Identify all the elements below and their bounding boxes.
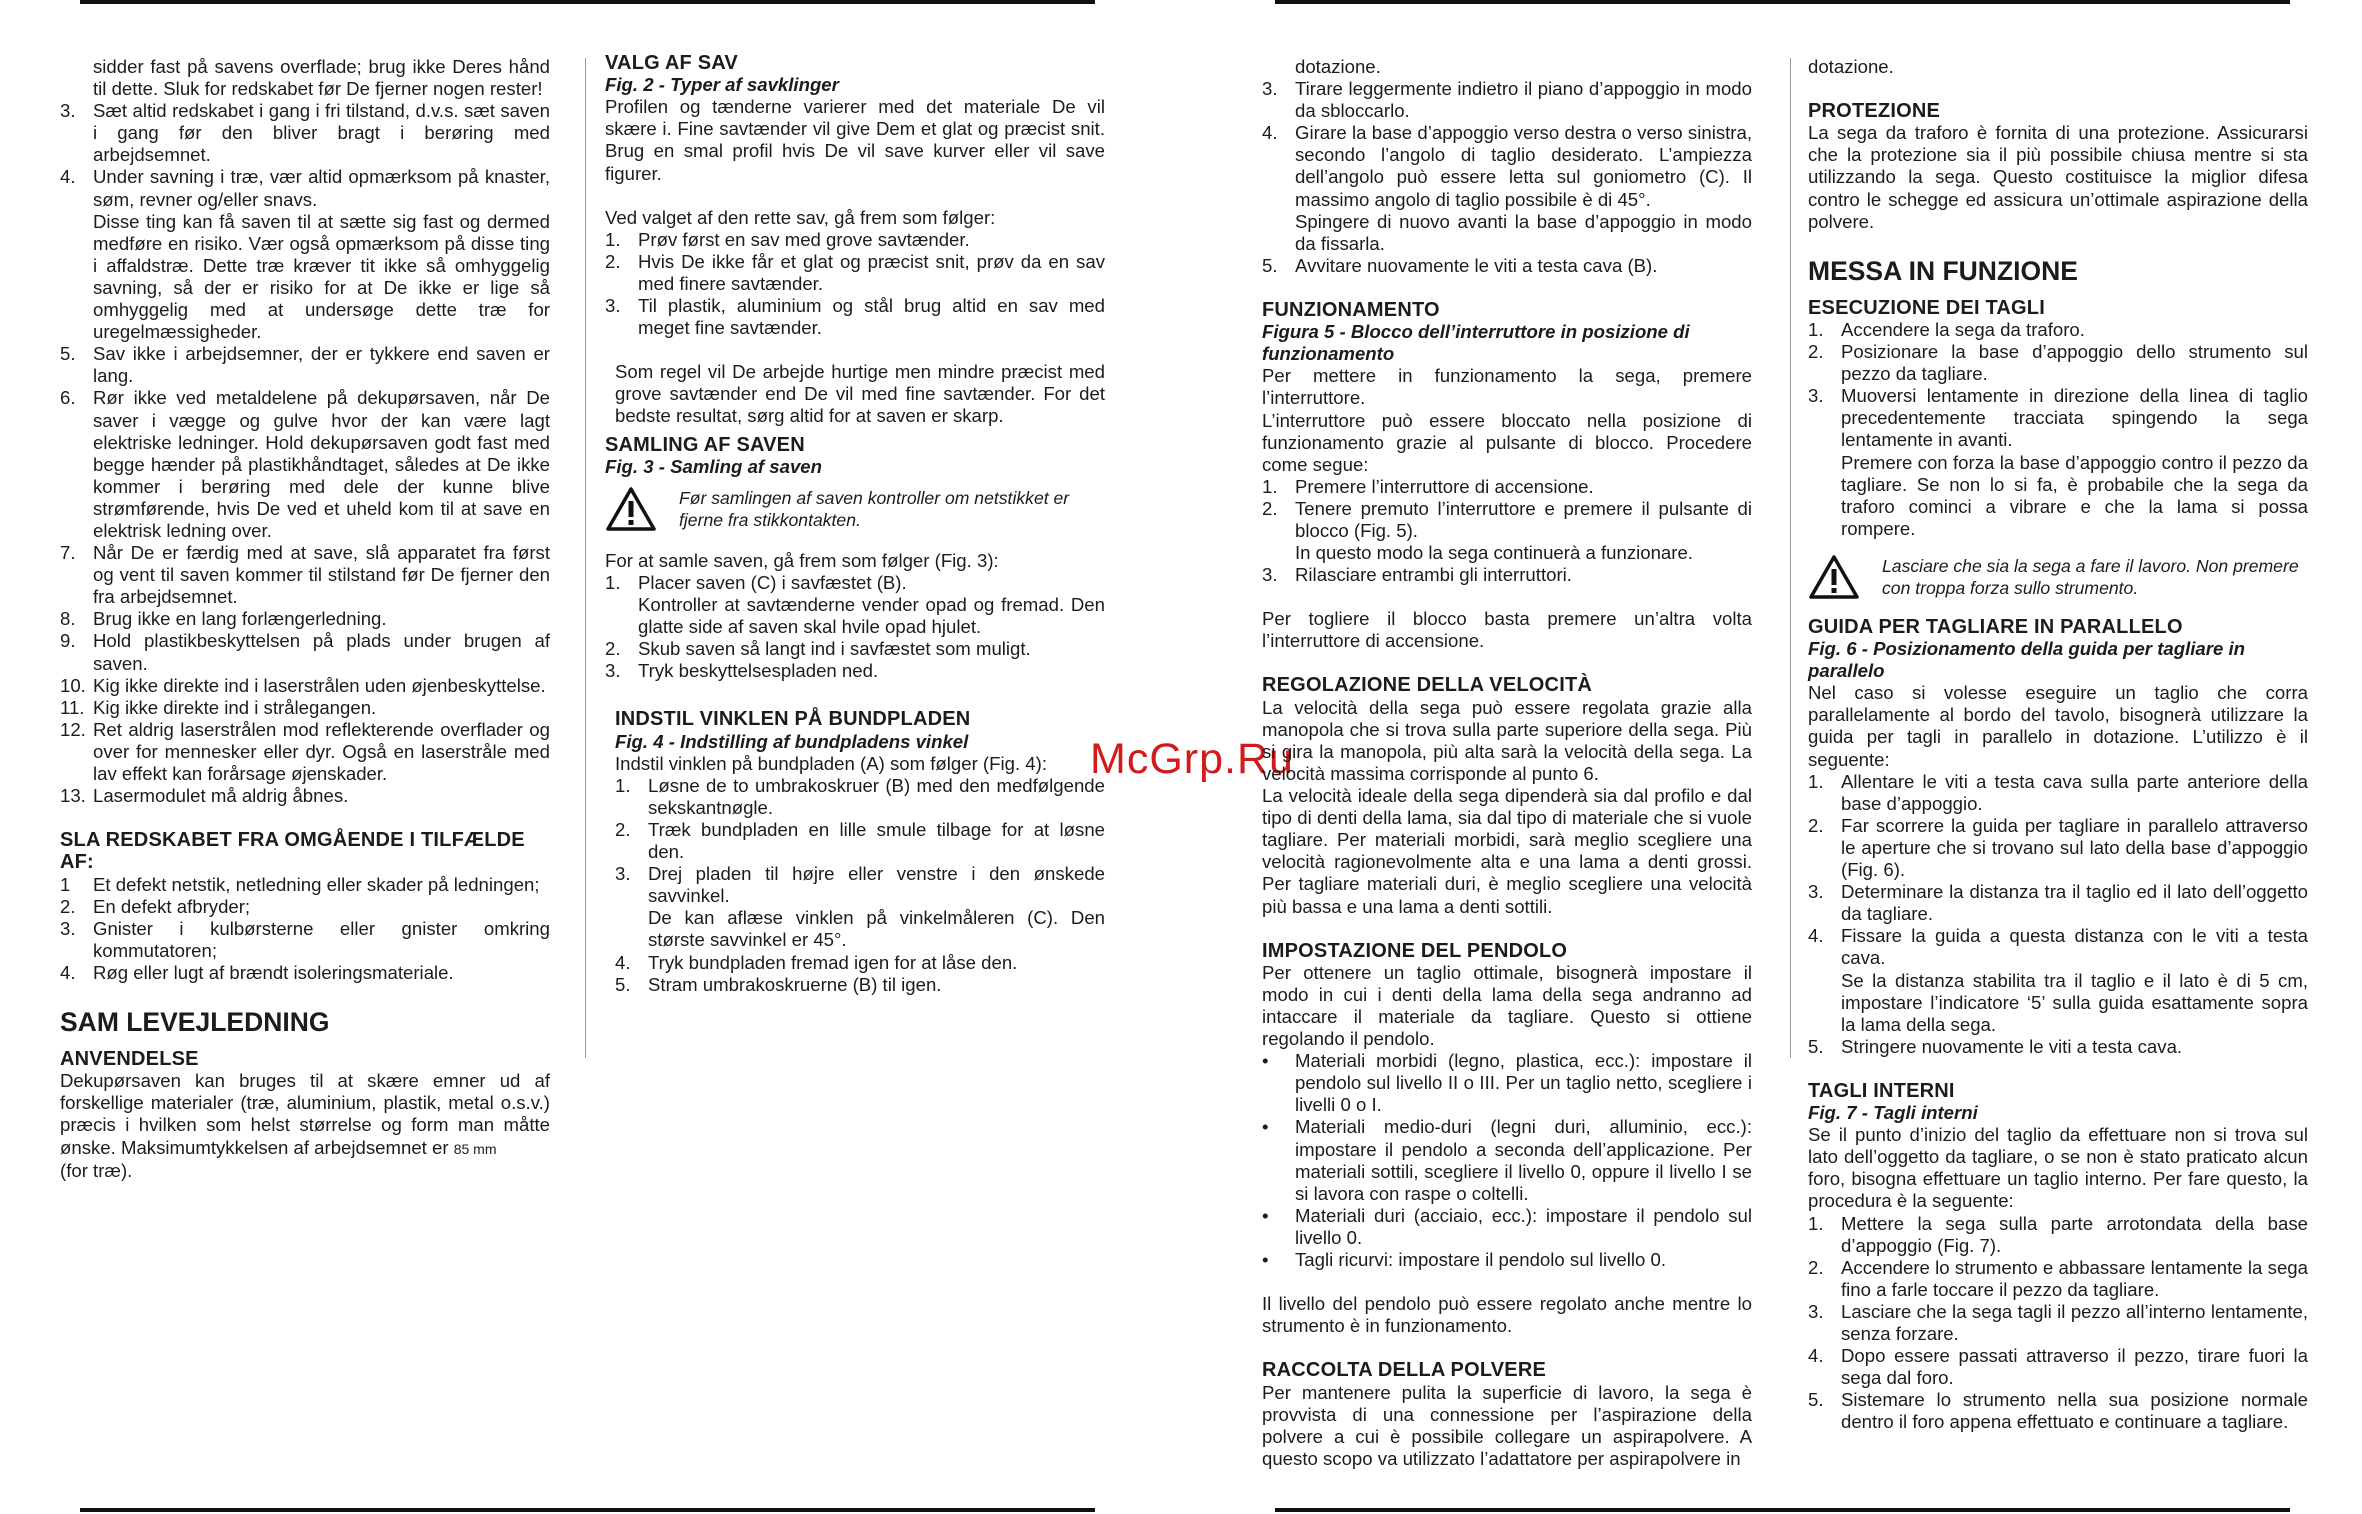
list-number: 5. [1262,254,1278,276]
list-text: Dopo essere passati attraverso il pezzo, tirare fuori la sega dal foro. [1841,1345,2308,1389]
list-item [615,952,1105,974]
list-text: Tenere premuto l’interruttore e premere il pulsante di blocco (Fig. 5). [1295,497,1752,541]
vinkel-intro: Indstil vinklen på bundpladen (A) som følger (Fig. 4): [615,752,1047,774]
list-text: Avvitare nuovamente le viti a testa cava (B). [1295,254,1658,276]
list-text: Sistemare lo strumento nella sua posizione normale dentro il foro appena effettuato e continuare a tagliare. [1841,1389,2308,1433]
anv-text-main: Dekupørsaven kan bruges til at skære emner ud af forskellige materialer (træ, aluminium, plastik, metal o.s.v.) præcis i hvilken som helst størrelse og form man måtte ønske. Maksimumtykkelsen af arbejdsemnet er [60,1070,550,1158]
funz-heading: FUNZIONAMENTO [1262,298,1440,321]
dotazione-c3: dotazione. [1295,56,1381,77]
list-text: Mettere la sega sulla parte arrotondata della base d’appoggio (Fig. 7). [1841,1212,2308,1256]
funz-text2: L’interruttore può essere bloccato nella posizione di funzionamento grazie al pulsante di blocco. Procedere come segue: [1262,409,1752,475]
list-text: En defekt afbryder; [93,895,251,917]
list-number: 2. [60,895,76,917]
list-text: Lasermodulet må aldrig åbnes. [93,785,349,807]
column-1 [60,56,550,1182]
list-number: 3. [60,100,76,122]
valg-heading: VALG AF SAV [605,52,738,74]
anv-text [60,1070,550,1181]
list-number: 2. [1262,497,1278,519]
esec-warning [1808,554,2308,600]
sam-title: SAM LEVEJLEDNING [60,1007,330,1038]
list-subtext: Spingere di nuovo avanti la base d’appoggio in modo da fissarla. [1295,210,1752,254]
valg-text: Profilen og tænderne varierer med det materiale De vil skære i. Fine savtænder vil give Dem et glat og præcist snit. Brug en smal profil hvis De vil save kurver eller vil save figurer. [605,96,1105,184]
list-text: Rør ikke ved metaldelene på dekupørsaven, når De saver i vægge og gulve hvor der kan være lagt elektriske ledninger. Hold dekupørsaven godt fast med begge hænder på plastikhåndtaget, således at De ikke kommer i berøring med dele der kunne blive strømførende, hvis De ved et uheld kom til at save en elektrisk ledning over. [93,387,550,541]
interni-heading: TAGLI INTERNI [1808,1079,1955,1102]
list-number: 2. [605,638,621,660]
list-number: • [1262,1204,1269,1226]
list-item [615,775,1105,819]
list-item [60,697,550,719]
list-text: Materiali morbidi (legno, plastica, ecc.): impostare il pendolo sul livello II o III. Per un taglio netto, scegliere i livelli 0 o I. [1295,1050,1752,1116]
list-subtext: Premere con forza la base d’appoggio contro il pezzo da tagliare. Se non lo si fa, è probabile che la sega da traforo cominci a vibrare e che la lama si possa rompere. [1841,451,2308,539]
list-text: Materiali medio-duri (legni duri, alluminio, ecc.): impostare il pendolo a seconda dell’applicazione. Per materiali sottili, scegliere il livello 0, oppure il livello I se si lavora con raspe o coltelli. [1295,1116,1752,1204]
prot-text: La sega da traforo è fornita di una protezione. Assicurarsi che la protezione sia il più possibile chiusa mentre si sta utilizzando la sega. Questo costituisce la miglior difesa contro le schegge ed assicura un’ottimale aspirazione della polvere. [1808,122,2308,232]
list-item [605,660,1105,682]
list-number: 1. [615,774,631,796]
list-text: Muoversi lentamente in direzione della linea di taglio precedentemente tracciata spingendo la sega lentamente in avanti. [1841,385,2308,451]
list-item [1808,319,2308,341]
vel-text2: La velocità ideale della sega dipenderà sia dal profilo e dal tipo di denti della lama, sia dal tipo di materiale che si vuole tagliare. Per materiali morbidi, sarà meglio scegliere una velocità ragionevolmente alta e una lama a denti grossi. Per tagliare materiali duri, è meglio scegliere una velocità più bassa e una lama a denti sottili. [1262,785,1752,917]
list-text: Tryk bundpladen fremad igen for at låse den. [648,951,1018,973]
list-item [615,974,1105,996]
guida-fig: Fig. 6 - Posizionamento della guida per tagliare in parallelo [1808,638,2246,682]
list-text: Girare la base d’appoggio verso destra o verso sinistra, secondo l’angolo di taglio desiderato. L’ampiezza dell’angolo può essere letta sul goniometro (C). Il massimo angolo di taglio possibile è di 45°. [1295,122,1752,210]
valg-intro: Ved valget af den rette sav, gå frem som følger: [605,206,996,228]
list-text: Accendere la sega da traforo. [1841,318,2085,340]
list-text: Posizionare la base d’appoggio dello strumento sul pezzo da tagliare. [1841,341,2308,385]
list-number: 1. [605,571,621,593]
list-number: 3. [1262,564,1278,586]
list-item [1808,925,2308,1035]
anv-mm: 85 mm [453,1140,497,1157]
samling-warning [605,486,1105,532]
list-item [1262,1116,1752,1204]
list-item [60,343,550,387]
list-item [1808,881,2308,925]
list-text: Gnister i kulbørsterne eller gnister omkring kommutatoren; [93,917,550,961]
list-item [1808,1257,2308,1301]
list-item [1262,476,1752,498]
list-number: 10. [60,674,86,696]
list-item [60,387,550,542]
esec-heading: ESECUZIONE DEI TAGLI [1808,296,2045,319]
list-text: Under savning i træ, vær altid opmærksom på knaster, søm, revner og/eller snavs. [93,166,550,210]
valg-note: Som regel vil De arbejde hurtige men mindre præcist med grove savtænder end De vil med fine savtænder. For det bedste resultat, sørg altid for at saven er skarp. [615,361,1105,427]
list-item [1808,1389,2308,1433]
list-text: Prøv først en sav med grove savtænder. [638,228,970,250]
esec-warning-text: Lasciare che sia la sega a fare il lavoro. Non premere con troppa forza sullo strumento. [1882,555,2299,598]
list-item [60,719,550,785]
list-number: 5. [615,973,631,995]
list-item [60,874,550,896]
list-number: 3. [605,660,621,682]
list-number: 5. [1808,1035,1824,1057]
list-number: 2. [1808,814,1824,836]
list-number: 8. [60,608,76,630]
list-number: 3. [615,863,631,885]
list-number: 1. [1262,475,1278,497]
list-number: 4. [1808,925,1824,947]
list-number: 5. [60,343,76,365]
list-number: 11. [60,696,85,718]
list-item [1262,498,1752,564]
vinkel-fig: Fig. 4 - Indstilling af bundpladens vinkel [615,730,969,752]
anv-heading: ANVENDELSE [60,1048,199,1071]
list-text: Allentare le viti a testa cava sulla parte anteriore della base d’appoggio. [1841,770,2308,814]
list-item [1262,1249,1752,1271]
list-number: 7. [60,542,76,564]
list-item [60,100,550,166]
list-number: 4. [1262,122,1278,144]
interni-list [1808,1213,2308,1434]
list-text: Kig ikke direkte ind i strålegangen. [93,696,377,718]
list-text: Brug ikke en lang forlængerledning. [93,608,387,630]
interni-text: Se il punto d’inizio del taglio da effettuare non si trova sul lato dell’oggetto da tagliare, o se non è stato praticato alcun foro, bisogna effettuare un taglio interno. Per fare questo, la procedura è la seguente: [1808,1124,2308,1212]
list-number: • [1262,1050,1269,1072]
list-text: Far scorrere la guida per tagliare in parallelo attraverso le aperture che si trovano sul lato della base d’appoggio (Fig. 6). [1841,814,2308,881]
bottom-rule-right [1275,1508,2290,1512]
list-text: Skub saven så langt ind i savfæstet som muligt. [638,638,1031,660]
dotazione-c4: dotazione. [1808,56,1894,77]
list-item [60,675,550,697]
anv-end: (for træ). [60,1159,133,1181]
warning-icon [1808,554,1860,600]
list-number: 1 [60,873,71,895]
funz-fig: Figura 5 - Blocco dell’interruttore in posizione di funzionamento [1262,321,1690,365]
list-number: 9. [60,630,76,652]
column-3 [1262,56,1752,1470]
list-text: Sæt altid redskabet i gang i fri tilstand, d.v.s. sæt saven i gang før den bliver bragt i berøring med arbejdsemnet. [93,100,550,166]
list-subtext: Disse ting kan få saven til at sætte sig fast og dermed medføre en risiko. Vær også opmærksom på disse ting i affaldstræ. Dette træ kræver tit ikke så omhyggelig savning, så der er risiko for at De ikke er lige så omhyggelig med at undersøge dette træ for uregelmæssigheder. [93,210,550,343]
list-item [605,295,1105,339]
list-item [60,962,550,984]
list-text: Et defekt netstik, netledning eller skader på ledningen; [93,873,540,895]
list-text: Premere l’interruttore di accensione. [1295,475,1594,497]
list-text: Når De er færdig med at save, slå apparatet fra først og vent til saven kommer til stilstand før De fjerner den fra arbejdsemnet. [93,542,550,608]
list-text: Placer saven (C) i savfæstet (B). [638,571,907,593]
list-number: 5. [1808,1389,1824,1411]
list-text: Materiali duri (acciaio, ecc.): impostare il pendolo sul livello 0. [1295,1204,1752,1248]
list-item [60,785,550,807]
list-item [1808,385,2308,540]
list-item [60,608,550,630]
list-item [1808,1213,2308,1257]
list-number: 3. [1262,78,1278,100]
samling-warning-text: Før samlingen af saven kontroller om netstikket er fjerne fra stikkontakten. [679,487,1070,530]
list-number: 4. [60,166,76,188]
list-number: 3. [1808,1300,1824,1322]
list-number: 4. [1808,1345,1824,1367]
list-item [605,229,1105,251]
list-item [1262,78,1752,122]
list-text: Hvis De ikke får et glat og præcist snit, prøv da en sav med finere savtænder. [638,250,1105,294]
vel-heading: REGOLAZIONE DELLA VELOCITÀ [1262,674,1593,697]
guida-list [1808,771,2308,1058]
list-item [1262,122,1752,255]
warning-icon [605,486,657,532]
vinkel-list [605,775,1105,996]
list-text: Sav ikke i arbejdsemner, der er tykkere end saven er lang. [93,343,550,387]
column-4 [1808,56,2308,1434]
top-rule-left [80,0,1095,4]
funz-text1: Per mettere in funzionamento la sega, premere l’interruttore. [1262,365,1752,409]
vel-text1: La velocità della sega può essere regolata grazie alla manopola che si trova sulla parte superiore della sega. Più si gira la manopola, più alta sarà la velocità della sega. La velocità massima corrisponde al punto 6. [1262,696,1752,784]
column-2 [605,52,1105,996]
list-item [1808,1345,2308,1389]
list-number: 4. [615,951,631,973]
list-text: Tagli ricurvi: impostare il pendolo sul livello 0. [1295,1249,1667,1271]
list-text: Løsne de to umbrakoskruer (B) med den medfølgende sekskantnøgle. [648,774,1105,818]
polv-heading: RACCOLTA DELLA POLVERE [1262,1359,1547,1382]
list-text: Til plastik, aluminium og stål brug altid en sav med meget fine savtænder. [638,295,1105,339]
list-number: 6. [60,387,76,409]
list-number: 1. [1808,770,1824,792]
list-text: Lasciare che la sega tagli il pezzo all’interno lentamente, senza forzare. [1841,1300,2308,1345]
guida-text: Nel caso si volesse eseguire un taglio che corra parallelamente al bordo del tavolo, bisognerà utilizzare la guida per tagli in parallelo in dotazione. L’utilizzo è il seguente: [1808,682,2308,770]
watermark: McGrp.Ru [1090,735,1294,783]
list-item [615,819,1105,863]
list-item [60,896,550,918]
list-number: 2. [605,250,621,272]
list-item [615,863,1105,951]
list-item [605,572,1105,638]
samling-fig: Fig. 3 - Samling af saven [605,455,822,477]
list-item [1808,771,2308,815]
list-number: 12. [60,718,86,740]
messa-title: MESSA IN FUNZIONE [1808,255,2078,286]
valg-list [605,229,1105,339]
list-number: • [1262,1116,1269,1138]
list-number: 3. [1808,881,1824,903]
column-divider-right [1790,58,1791,1058]
guida-heading: GUIDA PER TAGLIARE IN PARALLELO [1808,615,2183,638]
list-item [605,251,1105,295]
list-text: Drej pladen til højre eller venstre i den ønskede savvinkel. [648,863,1105,907]
list-item [60,542,550,608]
samling-intro: For at samle saven, gå frem som følger (Fig. 3): [605,549,999,571]
polv-text: Per mantenere pulita la superficie di lavoro, la sega è provvista di una connessione per l’aspirazione della polvere a cui è possibile collegare un aspirapolvere. A questo scopo va utilizzato l’adattatore per aspirapolvere in [1262,1381,1752,1469]
list-subtext: In questo modo la sega continuerà a funzionare. [1295,542,1693,564]
list-number: 2. [615,818,631,840]
list-number: 13. [60,785,86,807]
list-number: 3. [60,917,76,939]
list-item [1808,815,2308,881]
pend-list [1262,1050,1752,1271]
list-text: Kig ikke direkte ind i laserstrålen uden øjenbeskyttelse. [93,674,546,696]
list-number: 3. [605,295,621,317]
list-item [1262,1205,1752,1249]
safety-list [60,100,550,807]
list-number: 1. [605,228,621,250]
list-text: Træk bundpladen en lille smule tilbage for at løsne den. [648,818,1105,863]
list-text: Tryk beskyttelsespladen ned. [638,660,879,682]
sla-heading: SLA REDSKABET FRA OMGÅENDE I TILFÆLDE AF: [60,829,525,874]
top-rule-right [1275,0,2290,4]
bottom-rule-left [80,1508,1095,1512]
list-item [60,630,550,674]
list-number: 2. [1808,341,1824,363]
list-text: Tirare leggermente indietro il piano d’appoggio in modo da sbloccarlo. [1295,78,1752,122]
pend-text2: Il livello del pendolo può essere regolato anche mentre lo strumento è in funzionamento. [1262,1293,1752,1337]
list-text: Stringere nuovamente le viti a testa cava. [1841,1035,2183,1057]
list-text: Ret aldrig laserstrålen mod reflekterende overflader og over for mennesker eller dyr. Også en laserstråle med lav effekt kan forårsage øjenskader. [93,718,550,784]
pend-heading: IMPOSTAZIONE DEL PENDOLO [1262,939,1568,962]
funz-text3: Per togliere il blocco basta premere un’altra volta l’interruttore di accensione. [1262,608,1752,652]
list-subtext: De kan aflæse vinklen på vinkelmåleren (C). Den største savvinkel er 45°. [648,907,1105,951]
pend-text: Per ottenere un taglio ottimale, bisognerà impostare il modo in cui i denti della lama della sega andranno ad intaccare il materiale da tagliare. Questo si ottiene regolando il pendolo. [1262,961,1752,1050]
list-number: 3. [1808,385,1824,407]
list-number: • [1262,1249,1269,1271]
list-text: Fissare la guida a questa distanza con le viti a testa cava. [1841,925,2308,969]
list-item [60,918,550,962]
list-text: Røg eller lugt af brændt isoleringsmateriale. [93,961,454,983]
list-text: Rilasciare entrambi gli interruttori. [1295,564,1572,586]
list-text: Determinare la distanza tra il taglio ed il lato dell’oggetto da tagliare. [1841,881,2308,925]
esec-list [1808,319,2308,540]
list-item [1808,1036,2308,1058]
list-item [1262,564,1752,586]
list-item [1808,341,2308,385]
list-text: Hold plastikbeskyttelsen på plads under brugen af saven. [93,630,550,674]
list-number: 1. [1808,318,1824,340]
valg-fig: Fig. 2 - Typer af savklinger [605,74,839,96]
column-divider-left [585,58,586,1058]
vinkel-heading: INDSTIL VINKLEN PÅ BUNDPLADEN [615,708,971,731]
list-text: Stram umbrakoskruerne (B) til igen. [648,973,942,995]
sla-list [60,874,550,984]
samling-list [605,572,1105,682]
list-item [1262,255,1752,277]
list-item [60,166,550,343]
angle-list [1262,78,1752,277]
funz-list [1262,476,1752,586]
list-item [1262,1050,1752,1116]
samling-heading: SAMLING AF SAVEN [605,433,805,456]
list-subtext: Se la distanza stabilita tra il taglio e il lato è di 5 cm, impostare l’indicatore ‘5’ sulla guida esattamente sopra la lama della sega. [1841,969,2308,1035]
list-item [1808,1301,2308,1345]
list-number: 2. [1808,1256,1824,1278]
prot-heading: PROTEZIONE [1808,100,1941,123]
list-number: 1. [1808,1212,1824,1234]
list-number: 4. [60,961,76,983]
list-subtext: Kontroller at savtænderne vender opad og fremad. Den glatte side af saven skal hvile opad hjulet. [638,594,1105,638]
intro-text: sidder fast på savens overflade; brug ikke Deres hånd til dette. Sluk for redskabet før De fjerner nogen rester! [93,56,550,100]
list-text: Accendere lo strumento e abbassare lentamente la sega fino a farle toccare il pezzo da tagliare. [1841,1256,2308,1300]
interni-fig: Fig. 7 - Tagli interni [1808,1102,1978,1124]
list-item [605,638,1105,660]
